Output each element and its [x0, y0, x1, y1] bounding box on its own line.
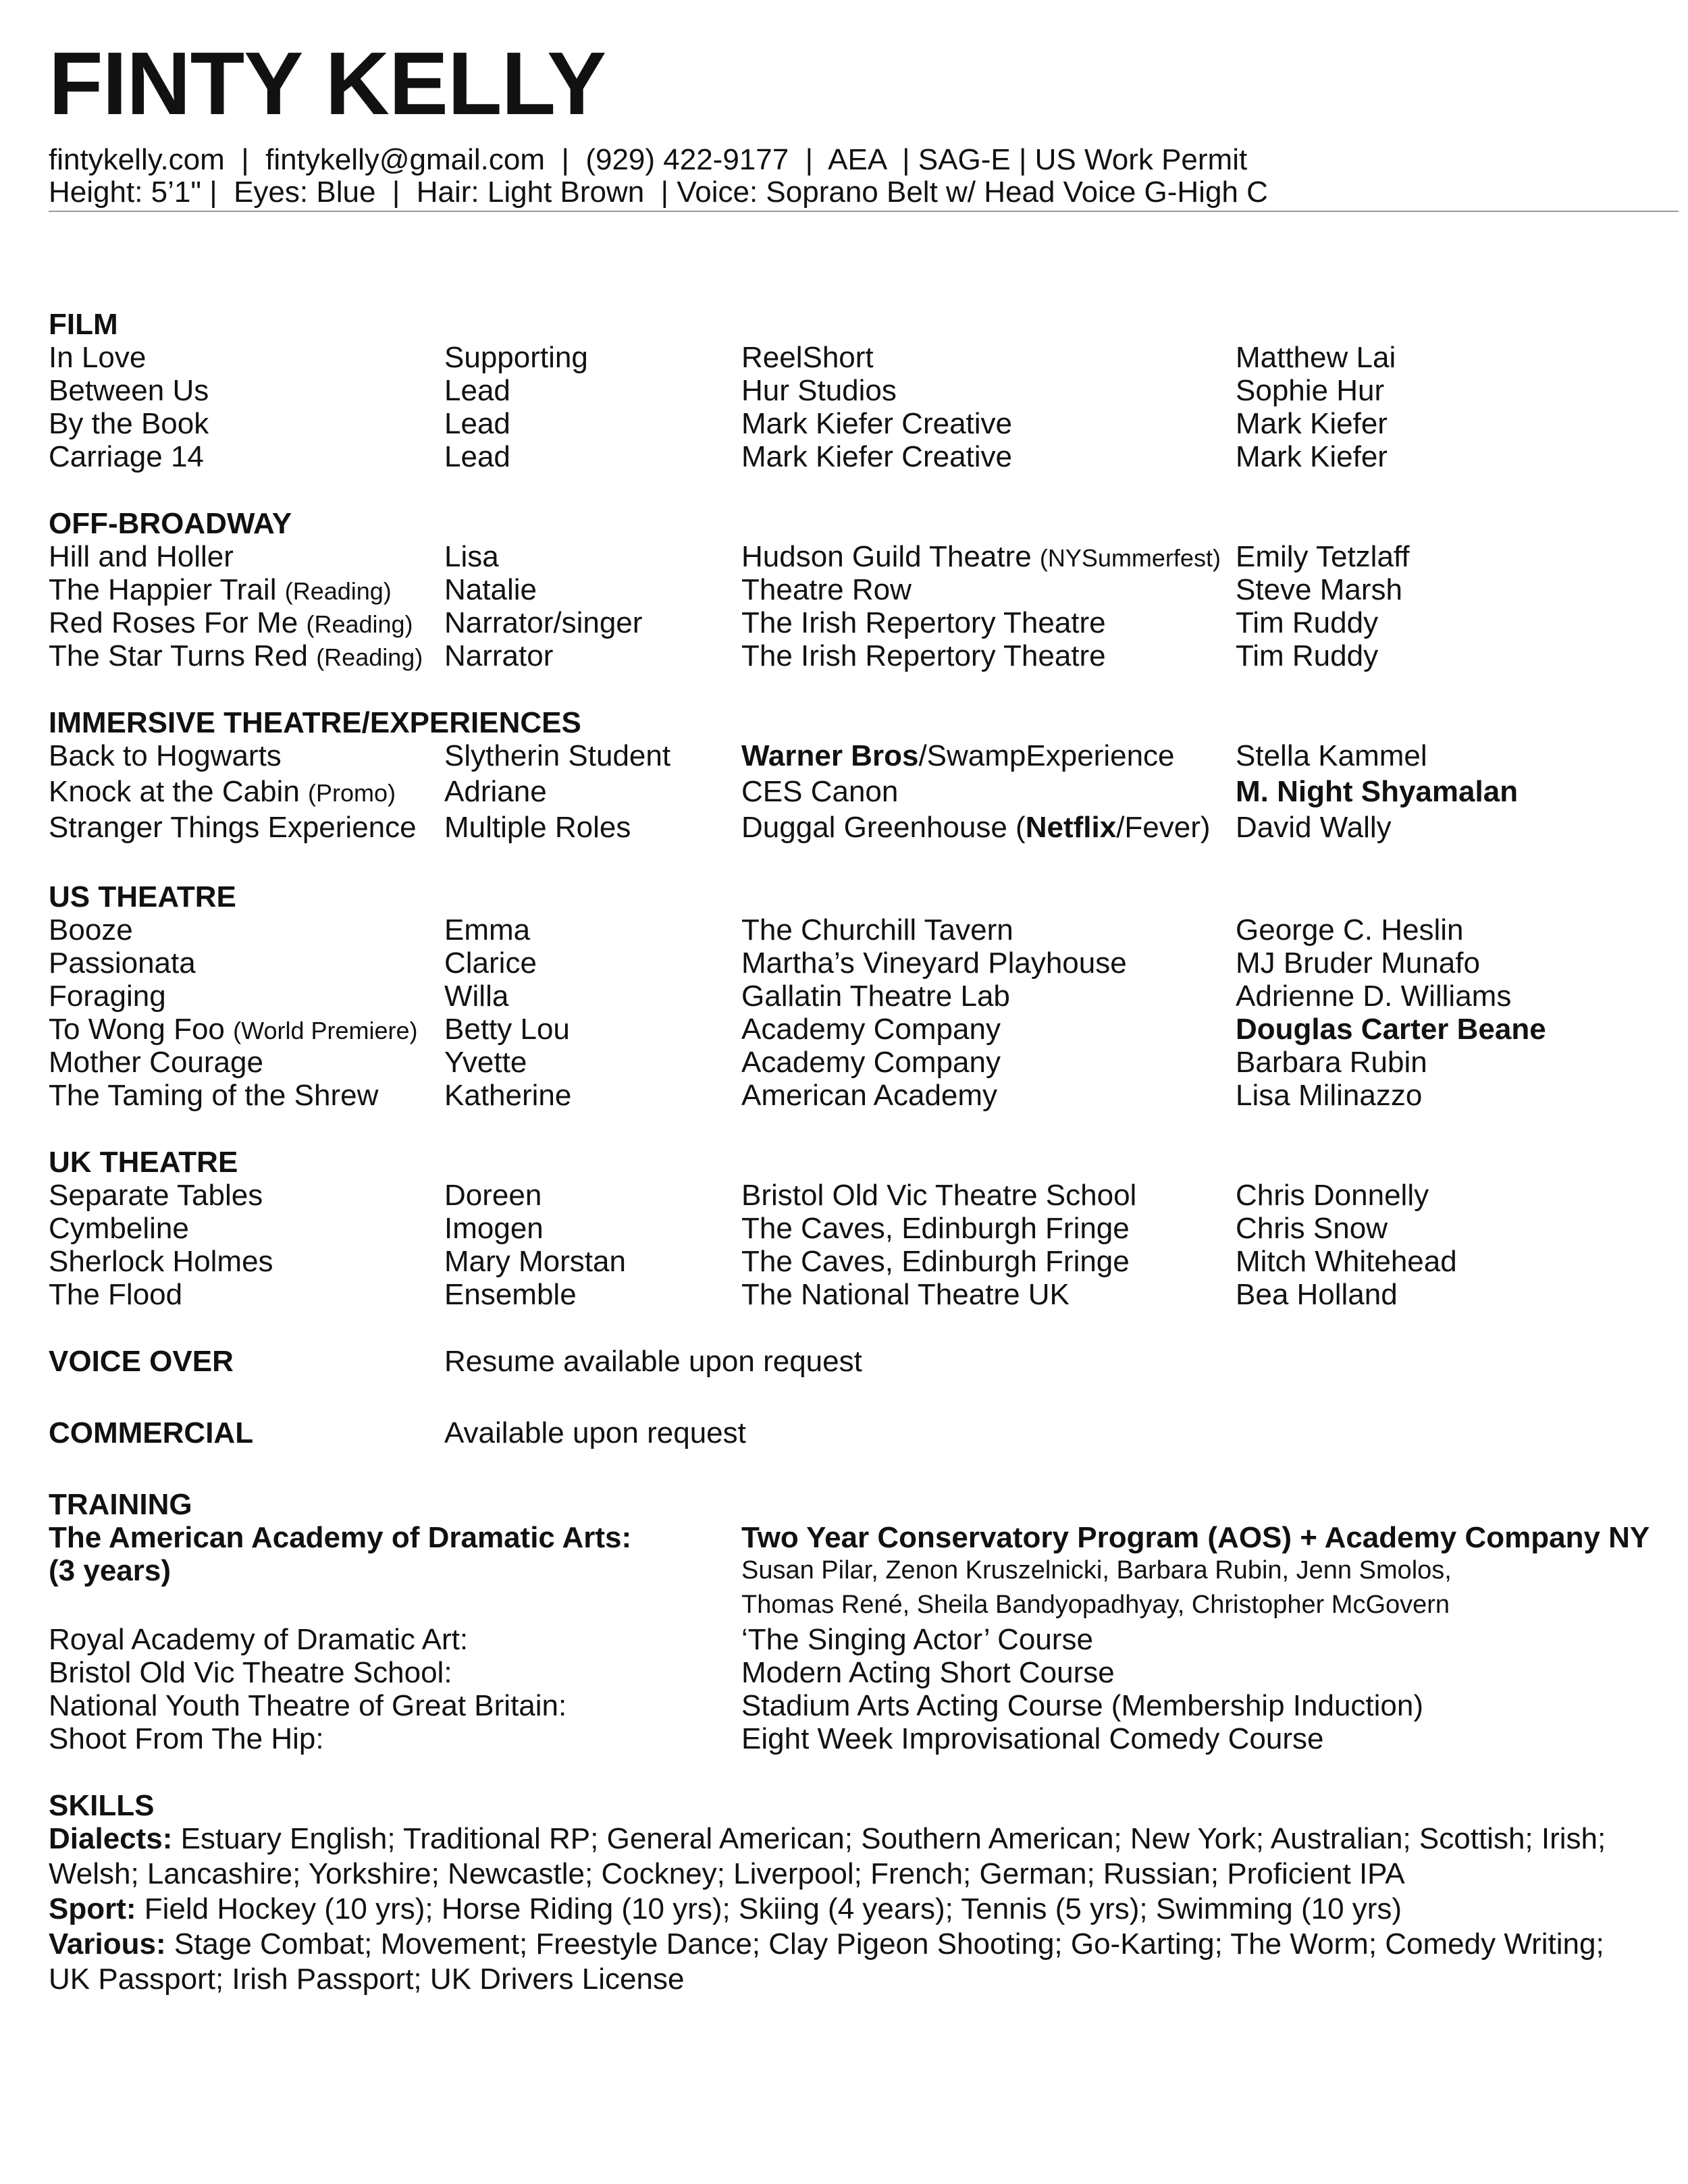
- credit-director: Chris Snow: [1236, 1212, 1388, 1245]
- training-school: The American Academy of Dramatic Arts:: [49, 1521, 632, 1554]
- credit-role: Imogen: [444, 1212, 544, 1245]
- training-row: [49, 1722, 1679, 1755]
- credit-director: Tim Ruddy: [1236, 606, 1379, 639]
- credit-director: Mitch Whitehead: [1236, 1245, 1457, 1278]
- credit-director: Barbara Rubin: [1236, 1046, 1427, 1079]
- skills-section: [49, 1789, 1679, 1998]
- header-divider: [49, 211, 1679, 212]
- credit-company: Duggal Greenhouse (Netflix/Fever): [741, 811, 1211, 844]
- training-duration: (3 years): [49, 1554, 172, 1587]
- credit-project: Separate Tables: [49, 1179, 263, 1212]
- training-row: [49, 1689, 1679, 1722]
- section-title: FILM: [49, 308, 118, 341]
- training-program: Two Year Conservatory Program (AOS) + Academy Company NY: [741, 1521, 1650, 1554]
- section-title: VOICE OVER: [49, 1345, 234, 1378]
- credit-company: The Caves, Edinburgh Fringe: [741, 1212, 1130, 1245]
- credit-role: Willa: [444, 980, 509, 1013]
- credit-role: Natalie: [444, 573, 537, 606]
- section-title: SKILLS: [49, 1789, 155, 1822]
- uk-theatre-section: [49, 1146, 1679, 1311]
- credit-role: Mary Morstan: [444, 1245, 626, 1278]
- credit-company: Mark Kiefer Creative: [741, 440, 1013, 473]
- training-section: [49, 1488, 1679, 1755]
- credit-director: Mark Kiefer: [1236, 440, 1388, 473]
- credit-role: Betty Lou: [444, 1013, 570, 1046]
- training-row: [49, 1656, 1679, 1689]
- film-section: [49, 308, 1679, 473]
- project-note: (Reading): [316, 643, 423, 671]
- credit-role: Lead: [444, 374, 510, 407]
- credit-row: [49, 1212, 1679, 1245]
- resume-body: [49, 308, 1679, 1998]
- credit-company: Martha’s Vineyard Playhouse: [741, 947, 1127, 980]
- credit-role: Adriane: [444, 775, 547, 808]
- credit-project: To Wong Foo (World Premiere): [49, 1013, 418, 1046]
- contact-line: fintykelly.com | fintykelly@gmail.com | (929) 422-9177 | AEA | SAG-E | US Work Permit: [49, 143, 1248, 176]
- credit-role: Ensemble: [444, 1278, 577, 1311]
- section-title: OFF-BROADWAY: [49, 507, 292, 540]
- credit-row: [49, 1179, 1679, 1212]
- credit-project: The Taming of the Shrew: [49, 1079, 379, 1112]
- credit-project: Sherlock Holmes: [49, 1245, 273, 1278]
- credit-row: [49, 1013, 1679, 1046]
- skill-sport: Sport: Field Hockey (10 yrs); Horse Riding (10 yrs); Skiing (4 years); Tennis (5 yrs); Swimming (10 yrs): [49, 1892, 1402, 1925]
- credit-row: [49, 1046, 1679, 1079]
- credit-row: [49, 1278, 1679, 1311]
- credit-director: Chris Donnelly: [1236, 1179, 1429, 1212]
- skill-various: Various: Stage Combat; Movement; Freestyle Dance; Clay Pigeon Shooting; Go-Karting; The Worm; Comedy Writing;: [49, 1927, 1604, 1961]
- credit-company: Theatre Row: [741, 573, 912, 606]
- credit-project: In Love: [49, 341, 147, 374]
- credit-project: The Happier Trail (Reading): [49, 573, 392, 606]
- credit-company: ReelShort: [741, 341, 874, 374]
- training-school: Royal Academy of Dramatic Art:: [49, 1623, 469, 1656]
- credit-director: Adrienne D. Williams: [1236, 980, 1512, 1013]
- credit-row: [49, 573, 1679, 606]
- credit-company: CES Canon: [741, 775, 899, 808]
- credit-director: George C. Heslin: [1236, 913, 1464, 947]
- credit-director: Steve Marsh: [1236, 573, 1402, 606]
- training-teachers: Susan Pilar, Zenon Kruszelnicki, Barbara Rubin, Jenn Smolos,: [741, 1556, 1452, 1584]
- credit-role: Lisa: [444, 540, 499, 573]
- credit-company: Bristol Old Vic Theatre School: [741, 1179, 1137, 1212]
- training-teachers-row: [49, 1589, 1679, 1623]
- training-school: Bristol Old Vic Theatre School:: [49, 1656, 452, 1689]
- credit-director: Mark Kiefer: [1236, 407, 1388, 440]
- section-title: TRAINING: [49, 1488, 192, 1521]
- credit-director: M. Night Shyamalan: [1236, 775, 1519, 808]
- credit-role: Narrator: [444, 639, 554, 672]
- training-main-row: [49, 1521, 1679, 1554]
- credit-role: Doreen: [444, 1179, 542, 1212]
- section-title: IMMERSIVE THEATRE/EXPERIENCES: [49, 706, 581, 739]
- credit-company: Academy Company: [741, 1013, 1001, 1046]
- credit-role: Clarice: [444, 947, 537, 980]
- credit-row: [49, 1079, 1679, 1112]
- credit-role: Lead: [444, 407, 510, 440]
- credit-project: Cymbeline: [49, 1212, 189, 1245]
- credit-row: [49, 540, 1679, 573]
- voice-over-section: [49, 1345, 1679, 1378]
- credit-director: Tim Ruddy: [1236, 639, 1379, 672]
- immersive-section: [49, 706, 1679, 847]
- credit-role: Emma: [444, 913, 531, 947]
- credit-director: Matthew Lai: [1236, 341, 1396, 374]
- credit-company: Gallatin Theatre Lab: [741, 980, 1010, 1013]
- credit-project: The Star Turns Red (Reading): [49, 639, 423, 672]
- credit-role: Yvette: [444, 1046, 527, 1079]
- credit-project: Mother Courage: [49, 1046, 263, 1079]
- credit-row: [49, 341, 1679, 374]
- us-theatre-section: [49, 880, 1679, 1112]
- credit-project: By the Book: [49, 407, 209, 440]
- section-title: US THEATRE: [49, 880, 236, 913]
- project-note: (Reading): [306, 610, 413, 638]
- credit-row: [49, 639, 1679, 672]
- credit-company: The Irish Repertory Theatre: [741, 606, 1106, 639]
- credit-project: Foraging: [49, 980, 166, 1013]
- credit-row: [49, 913, 1679, 947]
- training-course: Stadium Arts Acting Course (Membership Induction): [741, 1689, 1424, 1722]
- credit-company: American Academy: [741, 1079, 998, 1112]
- credit-director: Stella Kammel: [1236, 739, 1427, 772]
- training-teachers-row: [49, 1554, 1679, 1589]
- credit-company: Academy Company: [741, 1046, 1001, 1079]
- skill-dialects: Dialects: Estuary English; Traditional RP; General American; Southern American; New York; Australian; Scottish; Irish;: [49, 1822, 1606, 1855]
- training-school: National Youth Theatre of Great Britain:: [49, 1689, 567, 1722]
- credit-role: Supporting: [444, 341, 588, 374]
- credit-director: David Wally: [1236, 811, 1392, 844]
- credit-role: Lead: [444, 440, 510, 473]
- company-note: (NYSummerfest): [1039, 544, 1221, 572]
- training-course: ‘The Singing Actor’ Course: [741, 1623, 1093, 1656]
- credit-project: Hill and Holler: [49, 540, 234, 573]
- credit-company: Hudson Guild Theatre (NYSummerfest): [741, 540, 1221, 573]
- commercial-text: Available upon request: [444, 1416, 746, 1449]
- skill-various-cont: UK Passport; Irish Passport; UK Drivers License: [49, 1963, 685, 1996]
- credit-project: Red Roses For Me (Reading): [49, 606, 413, 639]
- project-note: (Promo): [308, 779, 396, 807]
- credit-row: [49, 811, 1679, 847]
- credit-role: Katherine: [444, 1079, 572, 1112]
- credit-project: Stranger Things Experience: [49, 811, 417, 844]
- credit-row: [49, 739, 1679, 775]
- credit-row: [49, 775, 1679, 811]
- credit-role: Multiple Roles: [444, 811, 631, 844]
- training-course: Eight Week Improvisational Comedy Course: [741, 1722, 1324, 1755]
- project-note: (World Premiere): [233, 1017, 418, 1044]
- credit-project: The Flood: [49, 1278, 183, 1311]
- credit-project: Carriage 14: [49, 440, 204, 473]
- section-title: UK THEATRE: [49, 1146, 238, 1179]
- off-broadway-section: [49, 507, 1679, 672]
- stats-line: Height: 5’1" | Eyes: Blue | Hair: Light Brown | Voice: Soprano Belt w/ Head Voice G-High C: [49, 176, 1268, 209]
- credit-company: Hur Studios: [741, 374, 897, 407]
- training-teachers: Thomas René, Sheila Bandyopadhyay, Christopher McGovern: [741, 1591, 1450, 1619]
- credit-project: Back to Hogwarts: [49, 739, 282, 772]
- credit-row: [49, 407, 1679, 440]
- section-title: COMMERCIAL: [49, 1416, 254, 1449]
- credit-project: Passionata: [49, 947, 196, 980]
- credit-row: [49, 374, 1679, 407]
- project-note: (Reading): [284, 577, 392, 605]
- credit-project: Knock at the Cabin (Promo): [49, 775, 396, 808]
- credit-director: Douglas Carter Beane: [1236, 1013, 1546, 1046]
- credit-director: Lisa Milinazzo: [1236, 1079, 1423, 1112]
- credit-company: Mark Kiefer Creative: [741, 407, 1013, 440]
- credit-company: The National Theatre UK: [741, 1278, 1070, 1311]
- skill-dialects-cont: Welsh; Lancashire; Yorkshire; Newcastle; Cockney; Liverpool; French; German; Russian; Proficient IPA: [49, 1857, 1405, 1890]
- credit-company: Warner Bros/SwampExperience: [741, 739, 1175, 772]
- credit-project: Booze: [49, 913, 133, 947]
- training-row: [49, 1623, 1679, 1656]
- credit-role: Narrator/singer: [444, 606, 643, 639]
- credit-company: The Churchill Tavern: [741, 913, 1013, 947]
- credit-row: [49, 980, 1679, 1013]
- credit-row: [49, 1245, 1679, 1278]
- training-course: Modern Acting Short Course: [741, 1656, 1115, 1689]
- credit-row: [49, 947, 1679, 980]
- credit-company: The Irish Repertory Theatre: [741, 639, 1106, 672]
- credit-role: Slytherin Student: [444, 739, 671, 772]
- credit-director: MJ Bruder Munafo: [1236, 947, 1480, 980]
- credit-row: [49, 606, 1679, 639]
- credit-row: [49, 440, 1679, 473]
- credit-project: Between Us: [49, 374, 209, 407]
- commercial-section: [49, 1416, 1679, 1449]
- actor-name: FINTY KELLY: [49, 34, 606, 133]
- credit-company: The Caves, Edinburgh Fringe: [741, 1245, 1130, 1278]
- credit-director: Emily Tetzlaff: [1236, 540, 1410, 573]
- training-school: Shoot From The Hip:: [49, 1722, 324, 1755]
- credit-director: Bea Holland: [1236, 1278, 1398, 1311]
- credit-director: Sophie Hur: [1236, 374, 1385, 407]
- voice-over-text: Resume available upon request: [444, 1345, 862, 1378]
